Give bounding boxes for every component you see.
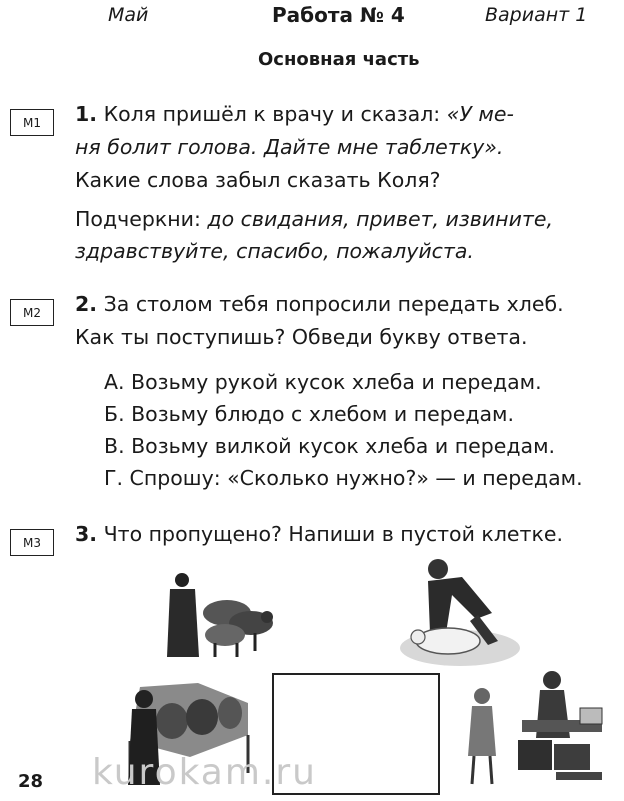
- page-number: 28: [18, 771, 44, 792]
- task2-line1: [75, 294, 564, 315]
- task1-number: 1.: [75, 102, 98, 126]
- task2-text: За столом тебя попросили передать хлеб.: [103, 292, 564, 316]
- marker-m1: М1: [10, 109, 54, 136]
- task2-answer-g[interactable]: Г. Спрошу: «Сколько нужно?» — и передам.: [104, 466, 583, 490]
- variant-label: Вариант 1: [485, 4, 588, 26]
- watermark: kurokam.ru: [92, 752, 317, 793]
- marker-m3: М3: [10, 529, 54, 556]
- task2-answer-v[interactable]: В. Возьму вилкой кусок хлеба и передам.: [104, 434, 556, 458]
- task2-answer-b[interactable]: Б. Возьму блюдо с хлебом и передам.: [104, 402, 515, 426]
- task1-line2: ня болит голова. Дайте мне таблетку».: [75, 135, 504, 159]
- task2-number: 2.: [75, 292, 98, 316]
- task1-underline-label: Подчеркни:: [75, 207, 208, 231]
- task1-options-line2: здравствуйте, спасибо, пожалуйста.: [75, 239, 474, 263]
- task3-number: 3.: [75, 522, 98, 546]
- task1-question: Какие слова забыл сказать Коля?: [75, 168, 441, 192]
- shepherd-with-sheep-image: [165, 565, 285, 665]
- marker-m2: М2: [10, 299, 54, 326]
- task2-line2: Как ты поступишь? Обведи букву ответа.: [75, 325, 528, 349]
- task1-options-line1: [75, 209, 553, 230]
- task1-options-a: до свидания, привет, извините,: [207, 207, 553, 231]
- header-month: Май: [108, 4, 149, 26]
- section-title: Основная часть: [258, 49, 420, 70]
- task1-quote-start: «У ме-: [446, 102, 514, 126]
- task3-text: Что пропущено? Напиши в пустой клетке.: [103, 522, 563, 546]
- man-shearing-sheep-image: [400, 553, 525, 668]
- task1-line1: [75, 104, 514, 125]
- work-title: Работа № 4: [272, 3, 405, 27]
- task3-line1: [75, 524, 563, 545]
- task1-text: Коля пришёл к врачу и сказал:: [103, 102, 447, 126]
- boy-buying-clothes-image: [460, 668, 610, 788]
- task2-answer-a[interactable]: А. Возьму рукой кусок хлеба и передам.: [104, 370, 542, 394]
